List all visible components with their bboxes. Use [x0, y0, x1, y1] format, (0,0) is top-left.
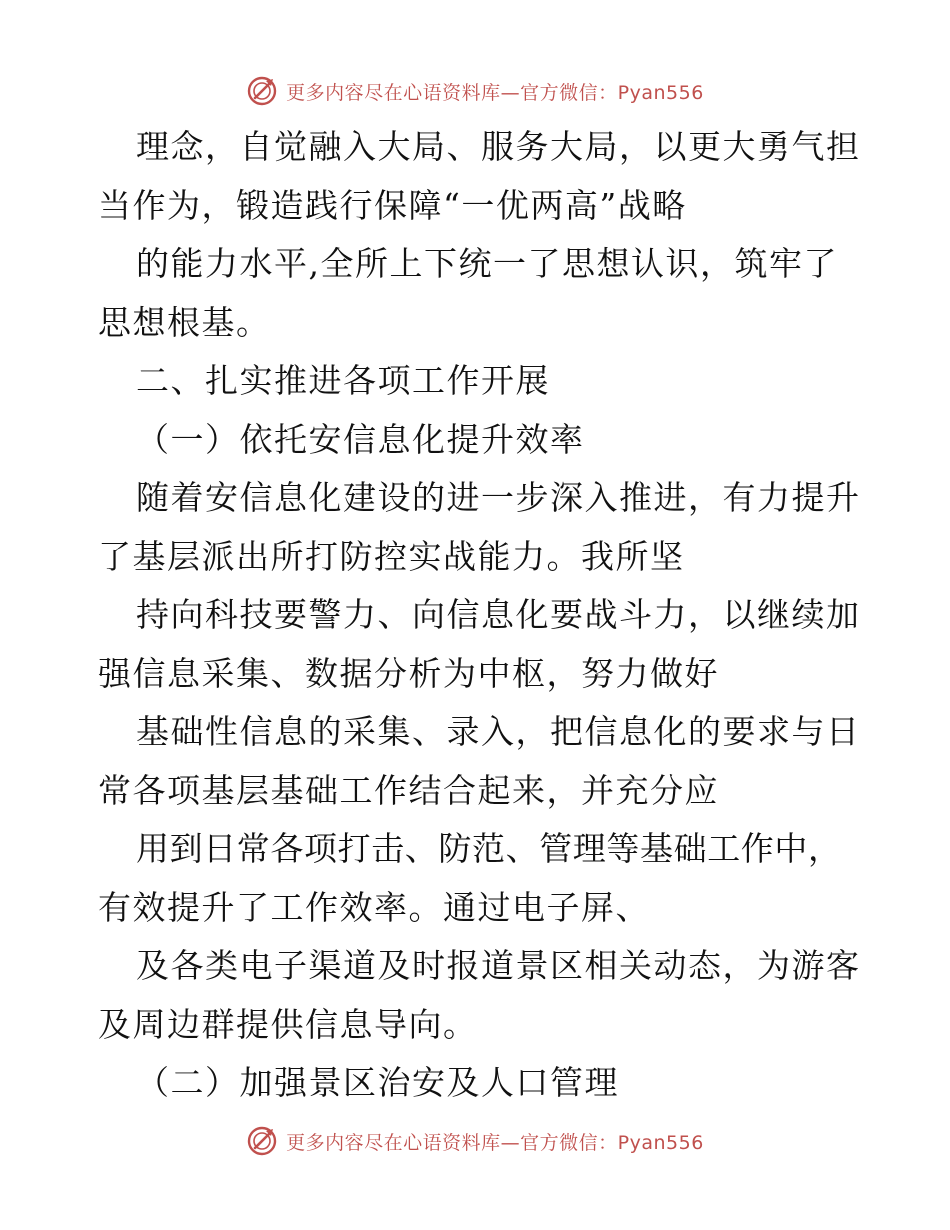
- document-body: [98, 118, 861, 1113]
- subsection-heading: （一）依托安信息化提升效率: [136, 419, 585, 459]
- paragraph-line: 强信息采集、数据分析为中枢，努力做好: [98, 653, 719, 693]
- paragraph-line: 持向科技要警力、向信息化要战斗力，以继续加: [136, 595, 861, 634]
- paragraph-line: 及周边群提供信息导向。: [98, 1004, 478, 1044]
- paragraph-line: 的能力水平,全所上下统一了思想认识，筑牢了: [136, 244, 838, 283]
- paragraph-line: 理念，自觉融入大局、服务大局，以更大勇气担: [136, 127, 861, 166]
- seal-logo-icon: [246, 75, 278, 107]
- paragraph-line: 用到日常各项打击、防范、管理等基础工作中，: [136, 829, 842, 868]
- header-watermark: [0, 74, 950, 108]
- paragraph-line: 当作为，锻造践行保障“一优两高”战略: [98, 185, 687, 225]
- seal-logo-icon: [246, 1125, 278, 1157]
- paragraph-line: 常各项基层基础工作结合起来，并充分应: [98, 770, 719, 810]
- watermark-text: 更多内容尽在心语资料库—官方微信：Pyan556: [286, 81, 704, 104]
- paragraph-line: 思想根基。: [98, 302, 271, 342]
- section-heading: 二、扎实推进各项工作开展: [136, 361, 550, 400]
- paragraph-line: 随着安信息化建设的进一步深入推进，有力提升: [136, 478, 861, 517]
- footer-watermark: [0, 1124, 950, 1158]
- paragraph-line: 有效提升了工作效率。通过电子屏、: [98, 887, 650, 927]
- paragraph-line: 基础性信息的采集、录入，把信息化的要求与日: [136, 712, 861, 751]
- watermark-text: 更多内容尽在心语资料库—官方微信：Pyan556: [286, 1131, 704, 1154]
- subsection-heading: （二）加强景区治安及人口管理: [136, 1063, 619, 1102]
- paragraph-line: 及各类电子渠道及时报道景区相关动态，为游客: [136, 946, 861, 985]
- paragraph-line: 了基层派出所打防控实战能力。我所坚: [98, 536, 685, 576]
